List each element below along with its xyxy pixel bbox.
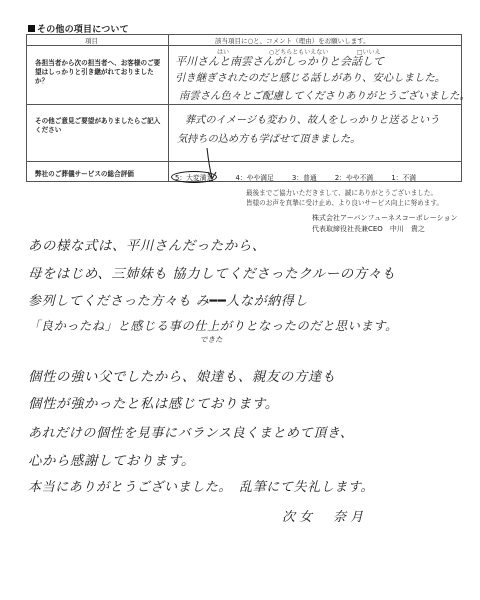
option-yes[interactable]: はい [217,49,230,56]
section-title-text: その他の項目について [37,25,129,35]
handwritten-answer-1c: 南雲さん色々とご配慮してくださりありがとうございました。 [179,90,470,102]
letter-line-1: あの様な式は、平川さんだったから、 [28,239,266,254]
handwritten-arrow-icon [205,148,219,182]
question-overall-rating: 弊社のご葬儀サービスの総合評価 [35,170,134,178]
handwritten-answer-2b: 気持ちの込め方も学ばせて頂きました。 [177,134,361,145]
handwritten-answer-1a: 平川さんと南雲さんがしっかりと会話して [175,55,384,68]
handwritten-answer-1b: 引き継ぎされたのだと感じる話しがあり、安心しました。 [175,72,446,84]
company-name: 株式会社アーバンフューネスコーポレーション [312,214,458,222]
letter-line-5: 個性の強い父でしたから、娘達も、親友の方達も [28,370,336,385]
option-no[interactable]: □いいえ [357,49,381,56]
letter-line-8: 心から感謝しております。 [28,454,195,469]
rating-5-selected[interactable]: 5：大変満足 [171,171,217,183]
letter-line-2: 母をはじめ、三姉妹も 協力してくださったクルーの方々も [28,267,396,282]
letter-signature: 次女 奈月 [282,510,368,525]
letter-line-7: あれだけの個性を見事にバランス良くまとめて頂き、 [28,426,354,441]
header-divider [27,45,461,46]
letter-line-9: 本当にありがとうございました。 乱筆にて失礼します。 [28,480,375,495]
rating-4[interactable]: 4：やや満足 [235,174,274,182]
row-divider-1 [27,104,461,105]
question-handover: 各担当者から次の担当者へ、お客様のご要望はしっかりと引き継がれておりましたか？ [35,59,161,85]
letter-line-4: 「良かったね」と感じる事の仕上がりとなったのだと思います。 [28,319,398,333]
ceo-name: 代表取締役社長兼CEO 中川 貴之 [312,225,425,233]
header-answer: 該当項目に○と、コメント（理由）をお願いします。 [215,37,370,45]
survey-table [26,34,470,182]
rating-1[interactable]: 1：不満 [391,174,417,182]
option-neutral[interactable]: ○どちらともいえない [269,49,329,56]
rating-2[interactable]: 2：やや不満 [334,174,374,182]
question-comments: その他ご意見ご要望がありましたらご記入ください [35,117,161,134]
row-divider-2 [27,161,461,162]
square-bullet-icon [28,25,35,32]
thanks-note-1: 最後までご協力いただきまして、誠にありがとうございました。 [246,189,438,197]
letter-line-3: 参列してくださった方々も み━━人なが納得し [28,294,308,309]
letter-insert-note: できた [200,335,223,344]
column-divider [168,35,169,181]
thanks-note-2: 皆様のお声を真摯に受け止め、より良いサービス向上に努めます。 [246,199,444,207]
letter-line-6: 個性が強かったと私は感じております。 [28,397,279,412]
header-item: 項目 [85,37,98,45]
rating-3[interactable]: 3：普通 [291,174,317,182]
handwritten-answer-2a: 葬式のイメージも変わり、故人をしっかりと送るという [185,115,440,126]
